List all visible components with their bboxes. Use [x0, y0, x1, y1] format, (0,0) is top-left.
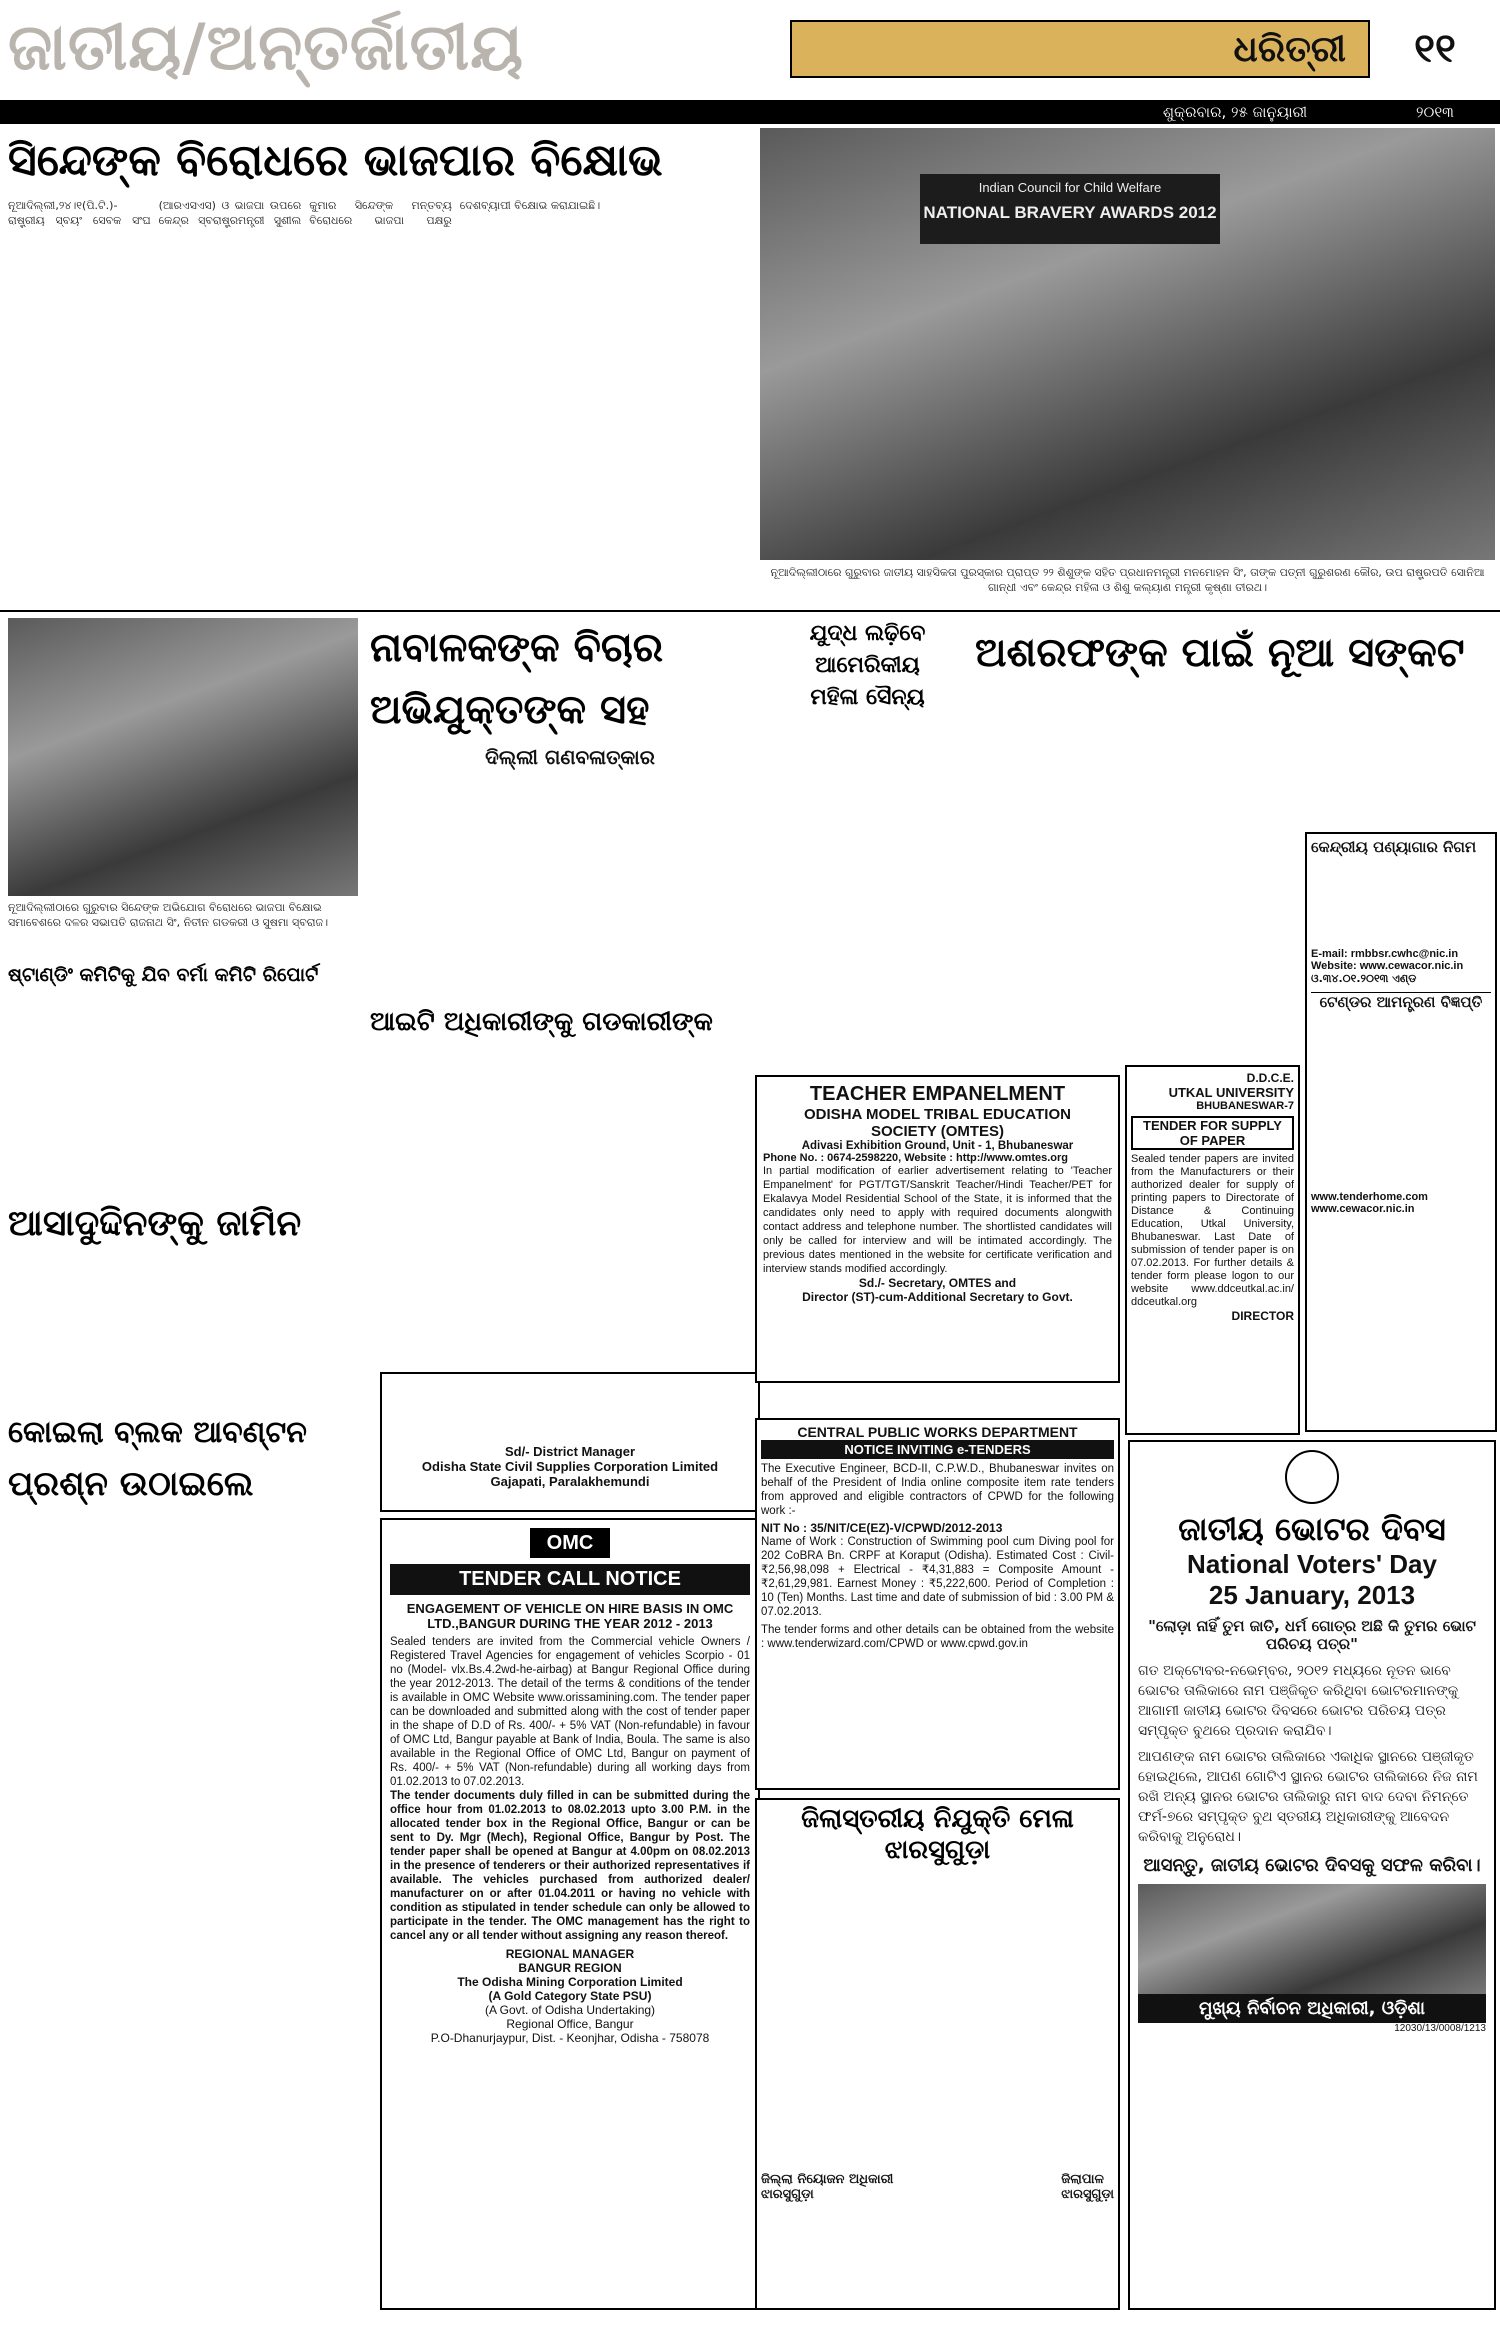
teacher-ad-phone: Phone No. : 0674-2598220, Website : http://www.omtes.org	[763, 1152, 1069, 1164]
voters-day-closing: ଆସନ୍ତୁ, ଜାତୀୟ ଭୋଟର ଦିବସକୁ ସଫଳ କରିବା।	[1143, 1855, 1481, 1876]
ddce-body: Sealed tender papers are invited from the Manufacturers or their authorized dealer for supply of printing papers to Directorate of Distance & Continuing Education, Utkal University, Bhubaneswar. Last Date of submission of tender paper is on 07.02.2013. For further details & tender form please logon to our website www.ddceutkal.ac.in/ ddceutkal.org	[1131, 1153, 1294, 1308]
verma-story-body	[8, 995, 358, 1195]
ddce-sign: DIRECTOR	[1231, 1309, 1294, 1323]
voters-children-photo	[1138, 1884, 1486, 1994]
cewacor-ref: ଓ.୩୪.୦୧.୨୦୧୩ ଏଣ୍ଡ	[1311, 972, 1417, 985]
cewacor-web1: www.tenderhome.com	[1311, 1191, 1428, 1203]
it-officer-body	[370, 1048, 755, 1368]
bravery-photo-caption: ନୂଆଦିଲ୍ଲୀଠାରେ ଗୁରୁବାର ଜାତୀୟ ସାହସିକତା ପୁରସ୍କାର ପ୍ରାପ୍ତ ୨୨ ଶିଶୁଙ୍କ ସହିତ ପ୍ରଧାନମନ୍ତ୍ରୀ ମନମୋହନ ସିଂ, ତାଙ୍କ ପତ୍ନୀ ଗୁରୁଶରଣ କୌର, ଉପ ରାଷ୍ଟ୍ରପତି ସୋନିଆ ଗାନ୍ଧୀ ଏବଂ କେନ୍ଦ୍ର ମହିଳା ଓ ଶିଶୁ କଲ୍ୟାଣ ମନ୍ତ୍ରୀ କୃଷ୍ଣା ତୀରଥ।	[770, 566, 1485, 594]
juvenile-headline-line2: ଅଭିଯୁକ୍ତଙ୍କ ସହ	[370, 686, 650, 733]
ddce-tender-ad	[1125, 1065, 1300, 1435]
cewacor-notice-body	[1311, 1011, 1491, 1191]
cewacor-notice-title: ଟେଣ୍ଡର ଆମନ୍ତ୍ରଣ ବିଜ୍ଞପ୍ତି	[1311, 992, 1491, 1011]
cpwd-nit: NIT No : 35/NIT/CE(EZ)-V/CPWD/2012-2013	[761, 1521, 1003, 1535]
lead-story-body	[8, 198, 753, 606]
issue-year: ୨୦୧୩	[1416, 103, 1454, 121]
omc-sign3: The Odisha Mining Corporation Limited	[457, 1975, 683, 1989]
omc-sign1: REGIONAL MANAGER	[505, 1947, 635, 1961]
cpwd-title: CENTRAL PUBLIC WORKS DEPARTMENT	[797, 1424, 1078, 1440]
job-fair-title1: ଜିଲାସ୍ତରୀୟ ନିଯୁକ୍ତି ମେଳା	[801, 1804, 1074, 1834]
teacher-ad-title: TEACHER EMPANELMENT	[809, 1083, 1066, 1105]
teacher-ad-body: In partial modification of earlier advertisement relating to 'Teacher Empanelment' for PGT/TGT/Sanskrit Teacher/Hindi Teacher/PET for Ekalavya Model Residential School of the State, it is informed that the candidates only need to apply with required documents alongwith contact address and telephone number. The shortlisted candidates will only be called for interview and will be intimated accordingly. The previous dates mentioned in the website for certificate verification and interview stands modified accordingly.	[763, 1165, 1112, 1275]
voters-day-ref: 12030/13/0008/1213	[1394, 2023, 1486, 2034]
cpwd-intro: The Executive Engineer, BCD-II, C.P.W.D., Bhubaneswar invites on behalf of the President of India online composite item rate tenders from approved and eligible contractors of CPWD for the following work :-	[761, 1463, 1114, 1517]
civil-supplies-ad	[380, 1372, 760, 1512]
cewacor-ad	[1305, 832, 1497, 1432]
omc-body1: Sealed tenders are invited from the Commercial vehicle Owners / Registered Travel Agencies for engagement of vehicles Scorpio - 01 no (Model- vlx.Bs.4.2wd-he-airbag) at Bangur Regional Office during the year 2012-2013. The detail of the terms & conditions of the tender is available in OMC Website www.orissamining.com. The tender paper can be downloaded and submitted along with the cost of tender paper in the shape of D.D of Rs. 400/- + 5% VAT (Non-refundable) in favour of OMC Ltd, Bangur payable at Bank of India, Boula. The same is also available in the Regional Office of OMC Ltd, Bangur on payment of Rs. 400/- + 5% VAT (Non-refundable) during all working days from 01.02.2013 to 07.02.2013.	[390, 1636, 750, 1788]
ddce-title: TENDER FOR SUPPLY OF PAPER	[1131, 1116, 1294, 1150]
cpwd-tender-ad	[755, 1418, 1120, 1790]
voters-day-date: 25 January, 2013	[1208, 1580, 1416, 1610]
women-soldiers-headline-2: ଆମେରିକୀୟ	[815, 652, 920, 678]
job-fair-ad	[755, 1798, 1120, 2310]
cpwd-subtitle: NOTICE INVITING e-TENDERS	[761, 1440, 1114, 1459]
teacher-ad-address: Adivasi Exhibition Ground, Unit - 1, Bhubaneswar	[801, 1140, 1074, 1152]
issue-date: ଶୁକ୍ରବାର, ୨୫ ଜାନୁୟାରୀ	[1162, 103, 1308, 121]
women-soldiers-headline-3: ମହିଳା ସୈନ୍ୟ	[810, 684, 925, 710]
job-fair-sign-right: ଜିଲାପାଳ ଝାରସୁଗୁଡ଼ା	[1061, 2172, 1114, 2202]
lead-headline: ସିନ୍ଦେଙ୍କ ବିରୋଧରେ ଭାଜପାର ବିକ୍ଷୋଭ	[8, 135, 663, 186]
teacher-ad-org1: ODISHA MODEL TRIBAL EDUCATION	[804, 1106, 1071, 1123]
voters-day-slogan: "ଲୋଡ଼ା ନାହିଁ ତୁମ ଜାତି, ଧର୍ମ ଗୋତ୍ର ଅଛି କି ତୁମର ଭୋଟ ପରିଚୟ ପତ୍ର"	[1148, 1617, 1476, 1653]
teacher-ad-sign2: Director (ST)-cum-Additional Secretary to Govt.	[802, 1290, 1073, 1304]
juvenile-story-body	[370, 778, 750, 993]
teacher-empanelment-ad	[755, 1075, 1120, 1383]
coal-story-column-right	[200, 1378, 375, 2303]
cpwd-work: Name of Work : Construction of Swimming pool cum Diving pool for 202 CoBRA Bn. CRPF at Koraput (Odisha). Estimated Cost : Civil- ₹2,56,98,098 + Electrical - ₹4,31,883 = Composite Amount - ₹2,61,29,981. Earnest Money : ₹5,222,600. Period of Completion : 10 (Ten) Months. Last time and date of submission of bid : 3.00 PM & 07.02.2013.	[761, 1536, 1114, 1618]
voters-day-point2: ଆପଣଙ୍କ ନାମ ଭୋଟର ତାଲିକାରେ ଏକାଧିକ ସ୍ଥାନରେ ପଞ୍ଜୀକୃତ ହୋଇଥିଲେ, ଆପଣ ଗୋଟିଏ ସ୍ଥାନର ଭୋଟର ତାଲିକାରେ ନିଜ ନାମ ରଖି ଅନ୍ୟ ସ୍ଥାନର ଭୋଟର ତାଲିକାରୁ ନାମ ବାଦ ଦେବା ନିମନ୍ତେ ଫର୍ମ-୭ରେ ସମ୍ପୃକ୍ତ ବୁଥ ସ୍ତରୀୟ ଅଧିକାରୀଙ୍କୁ ଆବେଦନ କରିବାକୁ ଅନୁରୋଧ।	[1138, 1749, 1478, 1845]
bravery-awards-photo	[760, 128, 1495, 560]
civil-supplies-sign1: Sd/- District Manager	[504, 1444, 636, 1459]
omc-sign4: (A Gold Category State PSU)	[488, 1989, 652, 2003]
civil-supplies-text	[388, 1380, 752, 1444]
omc-subject: ENGAGEMENT OF VEHICLE ON HIRE BASIS IN OMC LTD.,BANGUR DURING THE YEAR 2012 - 2013	[406, 1601, 734, 1631]
omc-sign2: BANGUR REGION	[518, 1961, 622, 1975]
asaduddin-body	[8, 1252, 358, 1397]
women-soldiers-headline-1: ଯୁଦ୍ଧ ଲଢ଼ିବେ	[809, 620, 926, 646]
cewacor-email: E-mail: rmbbsr.cwhc@nic.in	[1311, 948, 1459, 960]
it-officer-headline: ଆଇଟି ଅଧିକାରୀଙ୍କୁ ଗଡକାରୀଙ୍କ	[370, 1007, 713, 1037]
juvenile-headline-line1: ନାବାଳକଙ୍କ ବିଚାର	[370, 624, 664, 671]
coal-headline-line2: ପ୍ରଶ୍ନ ଉଠାଇଲେ	[8, 1464, 254, 1504]
award-banner: Indian Council for Child Welfare NATIONAL BRAVERY AWARDS 2012	[920, 174, 1220, 244]
cewacor-website: Website: www.cewacor.nic.in	[1311, 960, 1464, 972]
omc-body2: The tender documents duly filled in can be submitted during the office hour from 01.02.2013 to 08.02.2013 upto 3.00 P.M. in the allocated tender box in the Regional Office, Bangur or can be sent to Dy. Mgr (Mech), Regional Office, Bangur by Post. The tender paper shall be opened at Bangur at 4.00pm on 08.02.2013 in the presence of tenderers or their authorized representatives if available. The vehicles purchased from authorized dealer/ manufacturer on or after 01.04.2011 or having no vehicle with condition as stipulated in tender schedule can only be allowed to participate in the tender. The OMC management has the right to cancel any or all tender without assigning any reason thereof.	[390, 1790, 750, 1942]
omc-sign6: Regional Office, Bangur	[506, 2017, 634, 2031]
asaduddin-headline: ଆସାଦୁଦ୍ଦିନଙ୍କୁ ଜାମିନ	[8, 1202, 302, 1244]
job-fair-signatures	[761, 2172, 1114, 2202]
page-number: ୧୧	[1414, 25, 1456, 72]
voters-day-footer: ମୁଖ୍ୟ ନିର୍ବାଚନ ଅଧିକାରୀ, ଓଡ଼ିଶା	[1138, 1994, 1486, 2023]
ashoka-emblem-icon	[1285, 1450, 1339, 1504]
civil-supplies-sign3: Gajapati, Paralakhemundi	[490, 1474, 650, 1489]
omc-title: TENDER CALL NOTICE	[390, 1564, 750, 1595]
divider	[0, 610, 1500, 612]
coal-headline-line1: କୋଇଲା ବ୍ଲକ ଆବଣ୍ଟନ	[8, 1415, 307, 1450]
voters-day-point1: ଗତ ଅକ୍ଟୋବର-ନଭେମ୍ବର, ୨୦୧୨ ମଧ୍ୟରେ ନୂତନ ଭାବେ ଭୋଟର ତାଲିକାରେ ନାମ ପଞ୍ଜିକୃତ କରିଥିବା ଭୋଟରମାନଙ୍କୁ ଆଗାମୀ ଜାତୀୟ ଭୋଟର ଦିବସରେ ଭୋଟର ପରିଚୟ ପତ୍ର ସମ୍ପୃକ୍ତ ବୁଥରେ ପ୍ରଦାନ କରାଯିବ।	[1138, 1663, 1459, 1739]
omc-sign5: (A Govt. of Odisha Undertaking)	[484, 2003, 656, 2017]
voters-day-title-en: National Voters' Day	[1187, 1549, 1437, 1579]
omc-sign7: P.O-Dhanurjaypur, Dist. - Keonjhar, Odisha - 758078	[430, 2031, 710, 2045]
bjp-protest-photo	[8, 618, 358, 896]
ddce-org2: UTKAL UNIVERSITY	[1168, 1085, 1294, 1100]
cewacor-web2: www.cewacor.nic.in	[1311, 1203, 1415, 1215]
cpwd-footer: The tender forms and other details can be obtained from the website : www.tenderwizard.com/CPWD or www.cpwd.gov.in	[761, 1624, 1114, 1650]
job-fair-title2: ଝାରସୁଗୁଡ଼ା	[884, 1835, 991, 1865]
cewacor-address	[1311, 856, 1491, 948]
lead-dateline: ନୂଆଦିଲ୍ଲୀ,୨୪।୧(ପି.ଟି.)- ରାଷ୍ଟ୍ରୀୟ ସ୍ବୟଂ ସେବକ ସଂଘ (ଆରଏସଏସ) ଓ ଭାଜପା ଉପରେ କେନ୍ଦ୍ର ସ୍ବରାଷ୍ଟ୍ରମନ୍ତ୍ରୀ ସୁଶୀଲ କୁମାର ସିନ୍ଦେଙ୍କ ମନ୍ତବ୍ୟ ବିରୋଧରେ ଭାଜପା ପକ୍ଷରୁ ଦେଶବ୍ୟାପୀ ବିକ୍ଷୋଭ କରାଯାଇଛି।	[8, 199, 601, 227]
job-fair-body	[761, 1872, 1114, 2172]
ddce-org3: BHUBANESWAR-7	[1196, 1100, 1294, 1112]
teacher-ad-sign1: Sd./- Secretary, OMTES and	[858, 1276, 1017, 1290]
voters-day-ad	[1128, 1440, 1496, 2310]
women-soldiers-body	[770, 718, 970, 993]
ddce-org1: D.D.C.E.	[1246, 1071, 1294, 1085]
omc-logo: OMC	[530, 1528, 610, 1558]
cewacor-title: କେନ୍ଦ୍ରୀୟ ପଣ୍ୟାଗାର ନିଗମ	[1311, 838, 1477, 856]
teacher-ad-org2: SOCIETY (OMTES)	[870, 1123, 1005, 1140]
section-title: ଜାତୀୟ/ଅନ୍ତର୍ଜାତୀୟ	[8, 10, 524, 85]
omc-tender-ad	[380, 1518, 760, 2310]
job-fair-sign-left: ଜିଲ୍ଲା ନିୟୋଜନ ଅଧିକାରୀ ଝାରସୁଗୁଡ଼ା	[761, 2172, 894, 2202]
verma-headline: ଷ୍ଟାଣ୍ଡିଂ କମିଟିକୁ ଯିବ ବର୍ମା କମିଟି ରିପୋର୍ଟ	[8, 964, 319, 986]
bjp-photo-caption: ନୂଆଦିଲ୍ଲୀଠାରେ ଗୁରୁବାର ସିନ୍ଦେଙ୍କ ଅଭିଯୋଗ ବିରୋଧରେ ଭାଜପା ବିକ୍ଷୋଭ ସମାବେଶରେ ଦଳର ସଭାପତି ରାଜନାଥ ସିଂ, ନିତୀନ ଗଡକରୀ ଓ ସୁଷମା ସ୍ବରାଜ।	[8, 901, 329, 929]
paper-name: ଧରିତ୍ରୀ	[790, 20, 1370, 78]
voters-day-title-odia: ଜାତୀୟ ଭୋଟର ଦିବସ	[1178, 1510, 1446, 1548]
juvenile-byline: ଦିଲ୍ଲୀ ଗଣବଳାତ୍କାର	[485, 745, 655, 769]
civil-supplies-sign2: Odisha State Civil Supplies Corporation Limited	[421, 1459, 719, 1474]
ashraf-headline: ଅଶରଫଙ୍କ ପାଇଁ ନୂଆ ସଙ୍କଟ	[975, 629, 1465, 676]
